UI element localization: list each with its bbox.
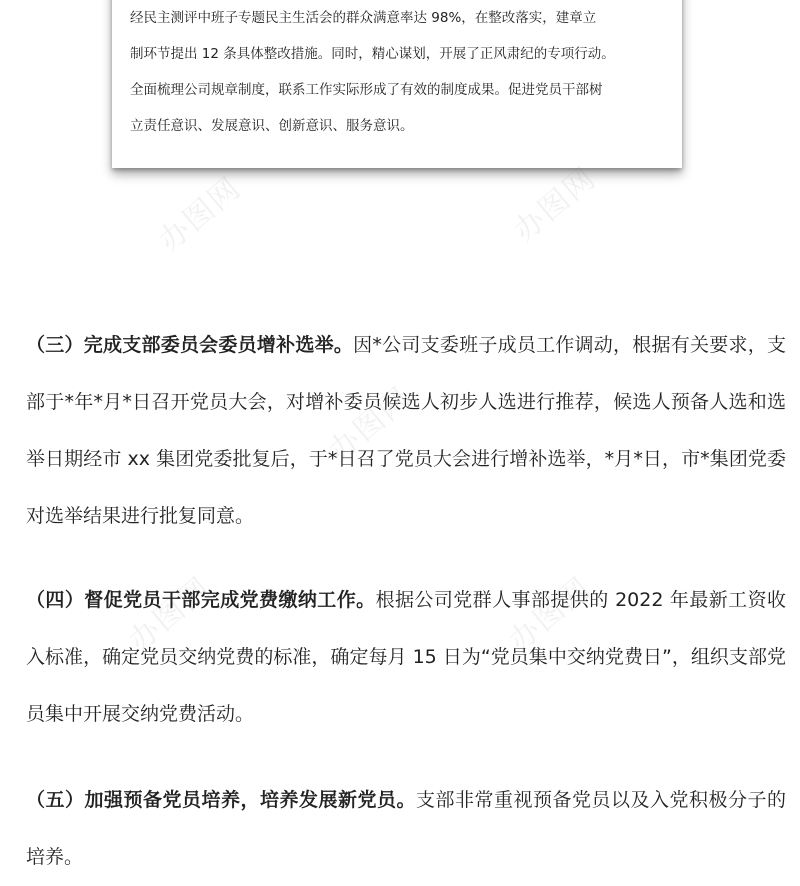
section-five-heading: （五）加强预备党员培养，培养发展新党员。 (26, 789, 416, 811)
section-four-heading: （四）督促党员干部完成党费缴纳工作。 (26, 589, 376, 611)
section-five (26, 772, 786, 886)
watermark: 办图网 (152, 170, 249, 259)
section-three-body: 因*公司支委班子成员工作调动，根据有关要求，支部于*年*月*日召开党员大会，对增补委员候选人初步人选进行推荐，候选人预备人选和选举日期经市 xx 集团党委批复后，于*日召了党员大会进行增补选举，*月*日，市*集团党委对选举结果进行批复同意。 (26, 334, 786, 527)
section-three (26, 317, 786, 545)
summary-card (112, 0, 682, 168)
watermark: 办图网 (122, 570, 219, 659)
card-line: 全面梳理公司规章制度，联系工作实际形成了有效的制度成果。促进党员干部树 (130, 82, 603, 98)
section-three-heading: （三）完成支部委员会委员增补选举。 (26, 334, 354, 356)
section-four (26, 572, 786, 743)
watermark: 办图网 (322, 380, 419, 469)
card-line: 制环节提出 12 条具体整改措施。同时，精心谋划，开展了正风肃纪的专项行动。 (130, 46, 615, 62)
watermark: 办图网 (507, 160, 604, 249)
card-line: 经民主测评中班子专题民主生活会的群众满意率达 98%，在整改落实，建章立 (130, 10, 597, 26)
card-line: 立责任意识、发展意识、创新意识、服务意识。 (130, 118, 414, 134)
section-four-body: 根据公司党群人事部提供的 2022 年最新工资收入标准，确定党员交纳党费的标准，确定每月 15 日为“党员集中交纳党费日”，组织支部党员集中开展交纳党费活动。 (26, 589, 786, 725)
section-five-body: 支部非常重视预备党员以及入党积极分子的培养。 (26, 789, 786, 868)
watermark: 办图网 (502, 570, 599, 659)
